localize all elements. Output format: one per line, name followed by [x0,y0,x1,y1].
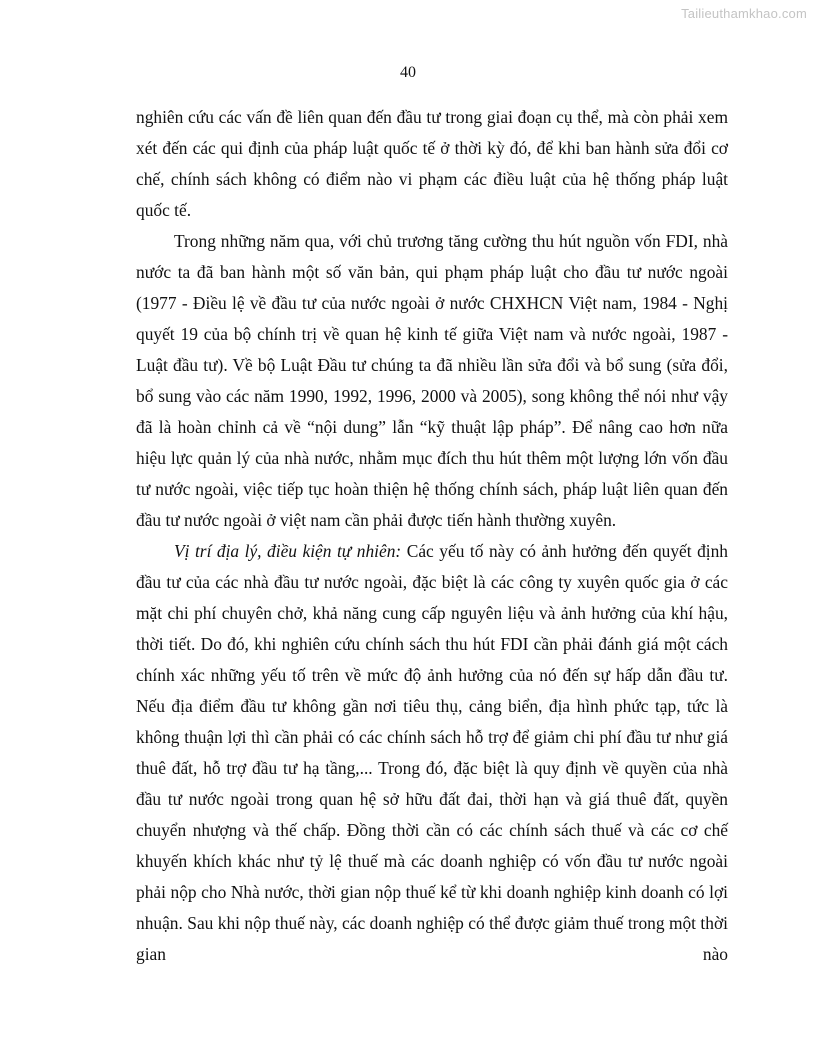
paragraph-3-text: Các yếu tố này có ảnh hưởng đến quyết định đầu tư của các nhà đầu tư nước ngoài, đặc biệt là các công ty xuyên quốc gia ở các mặt chi phí chuyên chở, khả năng cung cấp nguyên liệu và ảnh hưởng của khí hậu, thời tiết. Do đó, khi nghiên cứu chính sách thu hút FDI cần phải đánh giá một cách chính xác những yếu tố trên về mức độ ảnh hưởng của nó đến sự hấp dẫn đầu tư. Nếu địa điểm đầu tư không gần nơi tiêu thụ, cảng biển, địa hình phức tạp, tức là không thuận lợi thì cần phải có các chính sách hỗ trợ để giảm chi phí đầu tư như giá thuê đất, hỗ trợ đầu tư hạ tầng,... Trong đó, đặc biệt là quy định về quyền của nhà đầu tư nước ngoài trong quan hệ sở hữu đất đai, thời hạn và giá thuê đất, quyền chuyển nhượng và thế chấp. Đồng thời cần có các chính sách thuế và các cơ chế khuyến khích khác như tỷ lệ thuế mà các doanh nghiệp có vốn đầu tư nước ngoài phải nộp cho Nhà nước, thời gian nộp thuế kể từ khi doanh nghiệp kinh doanh có lợi nhuận. Sau khi nộp thuế này, các doanh nghiệp có thể được giảm thuế trong một thời gian nào [136,541,729,964]
document-body [136,102,728,970]
paragraph-2: Trong những năm qua, với chủ trương tăng cường thu hút nguồn vốn FDI, nhà nước ta đã ban hành một số văn bản, qui phạm pháp luật cho đầu tư nước ngoài (1977 - Điều lệ về đầu tư của nước ngoài ở nước CHXHCN Việt nam, 1984 - Nghị quyết 19 của bộ chính trị về quan hệ kinh tế giữa Việt nam và nước ngoài, 1987 - Luật đầu tư). Về bộ Luật Đầu tư chúng ta đã nhiều lần sửa đổi và bổ sung (sửa đổi, bổ sung vào các năm 1990, 1992, 1996, 2000 và 2005), song không thể nói như vậy đã là hoàn chỉnh cả về “nội dung” lẫn “kỹ thuật lập pháp”. Để nâng cao hơn nữa hiệu lực quản lý của nhà nước, nhằm mục đích thu hút thêm một lượng lớn vốn đầu tư nước ngoài, việc tiếp tục hoàn thiện hệ thống chính sách, pháp luật liên quan đến đầu tư nước ngoài ở việt nam cần phải được tiến hành thường xuyên. [136,231,728,530]
paragraph-3-lead: Vị trí địa lý, điều kiện tự nhiên: [174,541,402,561]
watermark: Tailieuthamkhao.com [681,6,807,21]
page-number: 40 [400,64,416,81]
paragraph-1: nghiên cứu các vấn đề liên quan đến đầu tư trong giai đoạn cụ thể, mà còn phải xem xét đến các qui định của pháp luật quốc tế ở thời kỳ đó, để khi ban hành sửa đổi cơ chế, chính sách không có điểm nào vi phạm các điều luật của hệ thống pháp luật quốc tế. [136,107,728,220]
paragraph-3 [136,536,728,970]
